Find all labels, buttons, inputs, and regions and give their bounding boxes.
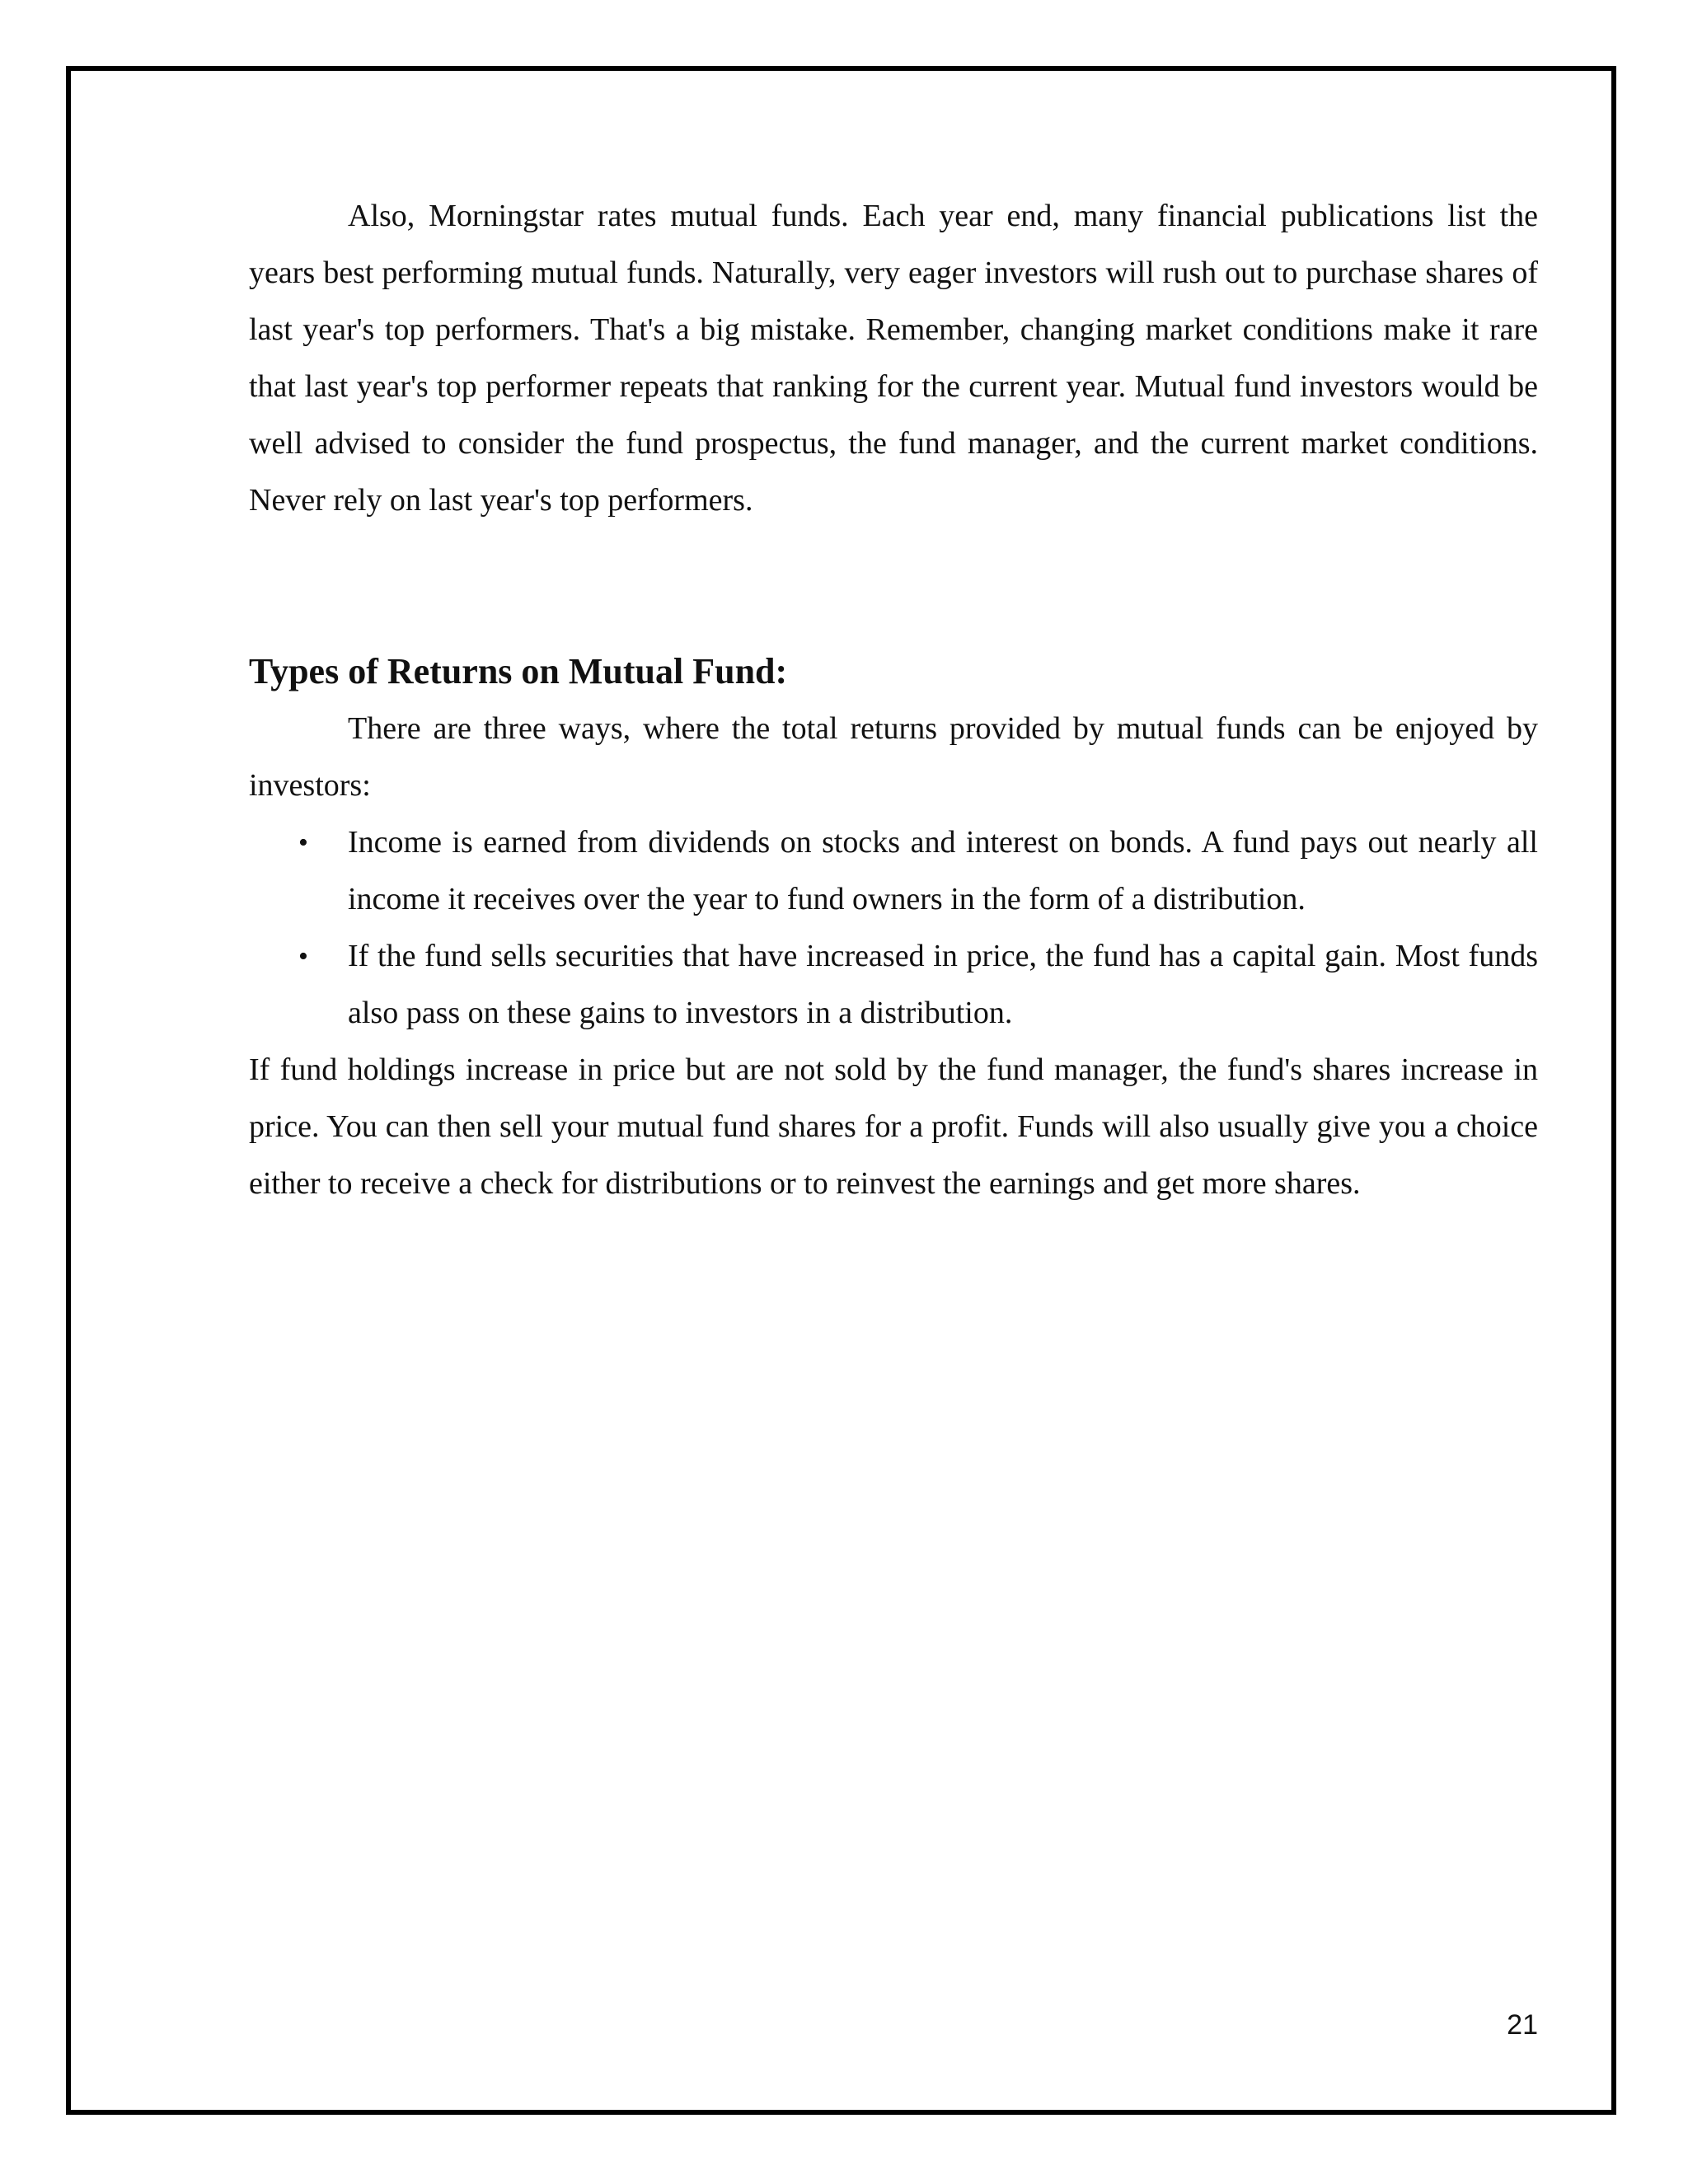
page-number: 21 <box>1507 2009 1538 2041</box>
list-item-text: Income is earned from dividends on stocks and interest on bonds. A fund pays out nearly all income it receives over the year to fund owners in the form of a distribution. <box>348 825 1538 916</box>
paragraph-holdings: If fund holdings increase in price but are not sold by the fund manager, the fund's shares increase in price. You can then sell your mutual fund shares for a profit. Funds will also usually give you a choice either to receive a check for distributions or to reinvest the earnings and get more shares. <box>249 1052 1538 1201</box>
section-spacer <box>249 529 1538 643</box>
list-item <box>249 814 1538 928</box>
list-item <box>249 928 1538 1042</box>
paragraph-morningstar: Also, Morningstar rates mutual funds. Each year end, many financial publications list the years best performing mutual funds. Naturally, very eager investors will rush out to purchase shares of last year's top performers. That's a big mistake. Remember, changing market conditions make it rare that last year's top performer repeats that ranking for the current year. Mutual fund investors would be well advised to consider the fund prospectus, the fund manager, and the current market conditions. Never rely on last year's top performers. <box>249 199 1538 518</box>
list-item-text: If the fund sells securities that have increased in price, the fund has a capital gain. Most funds also pass on these gains to investors in a distribution. <box>348 939 1538 1030</box>
section-heading: Types of Returns on Mutual Fund: <box>249 651 788 691</box>
bullet-icon: • <box>298 941 308 972</box>
page-content <box>249 188 1538 1212</box>
returns-bullet-list <box>249 814 1538 1042</box>
bullet-icon: • <box>298 827 308 858</box>
paragraph-intro: There are three ways, where the total returns provided by mutual funds can be enjoyed by investors: <box>249 711 1538 803</box>
